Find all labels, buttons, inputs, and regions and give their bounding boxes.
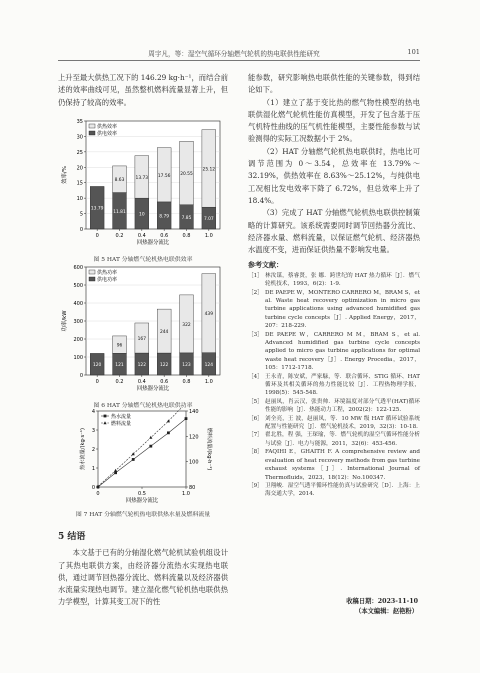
x-tick-label: 0.4 [137, 233, 146, 239]
article-footer [248, 597, 418, 617]
reference-item [248, 398, 420, 415]
y-tick-label: 300 [73, 319, 83, 325]
x-tick-label: 0 [95, 233, 99, 239]
conclusion-item-1: （1）建立了基于变比热的燃气物性模型的热电联供湿化燃气轮机性能仿真模型，开发了包含基于压气机特性曲线的压气机性能模型，主要性能参数与试验测得的实际工况数据小于 2%。 [248, 97, 420, 144]
data-label-electric: 8.79 [159, 214, 170, 220]
x-tick-label: 0 [95, 379, 99, 385]
figure-7-caption: 图 7 HAT 分轴燃气轮机热电联供热水量及燃料流量 [75, 512, 211, 518]
figure-6-chart [58, 263, 228, 398]
reference-text: 刘全亮，王 波，赵丽凤，等．10 MW 级 HAT 循环试验系统配置与性能研究［J］．燃气轮机技术，2019，32(3)：10-18. [265, 415, 420, 431]
reference-number: ［6］ [248, 415, 263, 422]
page-number: 101 [407, 48, 420, 56]
data-label-heating: 17.56 [157, 173, 171, 179]
data-label-electric: 123 [182, 362, 191, 368]
y-left-tick-label: 2 [91, 447, 95, 453]
section-title: 5 结语 [58, 532, 86, 542]
data-label-electric: 11.81 [113, 209, 126, 215]
data-label-heating: 167 [137, 337, 147, 343]
y-left-tick-label: 4 [91, 409, 95, 415]
reference-item [248, 289, 420, 331]
reference-number: ［8］ [248, 449, 263, 456]
legend-label-hot-water: 热水流量 [111, 414, 132, 420]
legend-swatch-electric [89, 131, 95, 135]
y-right-axis-label: 燃料流量/(kg·h⁻¹) [206, 427, 212, 471]
point-hot-water [185, 417, 188, 420]
reference-item [248, 373, 420, 398]
y-tick-label: 500 [73, 283, 83, 289]
data-label-heating: 13.73 [135, 175, 149, 181]
x-axis-label: 回热器分流比 [125, 498, 159, 504]
data-label-electric: 121 [115, 363, 124, 369]
y-left-tick-label: 1 [91, 466, 95, 472]
x-axis-label: 回热器分流比 [136, 240, 170, 246]
intro-paragraph: 上升至最大供热工况下的 146.29 kg·h⁻¹，而结合前述的效率曲线可见，虽然整机燃料流量显著上升，但仍保持了较高的效率。 [58, 73, 228, 107]
y-left-tick-label: 0 [91, 485, 95, 491]
x-tick-label: 0.5 [138, 491, 146, 497]
reference-number: ［3］ [248, 331, 263, 338]
point-hot-water [149, 445, 152, 448]
y-right-tick-label: 120 [189, 434, 199, 441]
y-right-tick-label: 80 [189, 485, 196, 491]
reference-text: 赵丽凤，肖云汉，张贵帅．环境温度对部分气透平(HAT)循环性能的影响［J］．热能动力工程，2002(2)：122-125. [265, 398, 420, 414]
legend-label-heating: 供热功率 [97, 270, 118, 276]
editor-note: （本文编辑：赵艳粉） [355, 608, 418, 615]
figure-6-caption: 图 6 HAT 分轴燃气轮机热电联供功率 [93, 403, 193, 409]
reference-text: 翟北胜，程 强，王琛瑜，等．燃气轮机的湿空气循环性能分析与试验［J］．电力与能源，2011，32(6)：453-456. [265, 432, 420, 447]
data-label-electric: 124 [204, 362, 214, 368]
legend-label-fuel: 燃料流量 [111, 421, 132, 427]
y-tick-label: 0 [79, 227, 83, 233]
legend-label-heating: 供热效率 [97, 124, 118, 130]
point-hot-water [114, 471, 117, 474]
conclusion-item-3: （3）完成了 HAT 分轴燃气轮机热电联供控制策略的计算研究。该系统需要同时调节回热器分流比、经济器水量、燃料流量，以保证燃气轮机、经济器热水温度不变，进而保证供热量不影响发电量。 [248, 208, 420, 255]
legend-label-electric: 供电功率 [97, 277, 118, 283]
reference-item [248, 272, 420, 289]
y-tick-label: 600 [73, 265, 83, 271]
figure-5-chart [58, 117, 228, 252]
y-axis-label: 功率/kW [62, 310, 68, 332]
data-label-heating: 244 [159, 330, 169, 336]
x-tick-label: 1.0 [182, 491, 190, 497]
reference-number: ［5］ [248, 398, 263, 405]
reference-text: DE PAEPE W，MONTERO CARRERO M，BRAM S，et al. Waste heat recovery optimization in micro gas turbine applications using advanced humidified gas turbine cycle concepts［J］. Applied Energy，2017，207：218-229. [265, 289, 420, 330]
data-label-heating: 439 [204, 312, 214, 318]
x-tick-label: 0.8 [182, 379, 191, 385]
y-tick-label: 200 [73, 337, 83, 343]
running-title: 周宇凡，等：湿空气循环分轴燃气轮机的热电联供性能研究 [148, 50, 320, 58]
legend-swatch-electric [89, 277, 95, 281]
y-tick-label: 25 [76, 149, 83, 156]
x-tick-label: 0.2 [115, 233, 124, 239]
figure-5-caption: 图 5 HAT 分轴燃气轮机热电联供效率 [93, 257, 193, 263]
data-label-electric: 10 [139, 212, 145, 218]
data-label-heating: 96 [116, 343, 123, 349]
y-left-tick-label: 3 [91, 428, 95, 434]
data-label-electric: 7.85 [181, 215, 192, 221]
legend-swatch-heating [89, 124, 95, 128]
reference-item [248, 415, 420, 432]
plot-area [86, 121, 220, 229]
figure-7-chart [58, 407, 228, 507]
left-column [58, 72, 228, 109]
x-tick-label: 0.6 [160, 233, 169, 239]
x-tick-label: 0.4 [137, 379, 146, 385]
data-label-heating: 25.12 [202, 167, 216, 173]
references-title: 参考文献： [248, 260, 283, 270]
y-tick-label: 0 [79, 373, 83, 379]
right-column [248, 72, 420, 499]
reference-item [248, 431, 420, 448]
figure-5 [58, 117, 228, 264]
y-right-tick-label: 140 [189, 409, 199, 415]
y-tick-label: 5 [79, 211, 83, 218]
received-date: 收稿日期：2023-11-10 [346, 598, 418, 605]
data-label-electric: 122 [137, 363, 147, 369]
reference-number: ［1］ [248, 272, 263, 279]
intro-text: 能参数，研究影响热电联供性能的关键参数，得到结论如下。 [248, 73, 420, 95]
y-axis-label: 效率/% [62, 166, 68, 184]
y-tick-label: 10 [76, 196, 83, 203]
legend-swatch-heating [89, 270, 95, 274]
reference-number: ［7］ [248, 432, 263, 439]
y-tick-label: 400 [73, 301, 83, 307]
reference-text: 王永青，陈安斌，严家騄，等．联合循环、STIG 循环、HAT 循环及其相关循环的热力性能比较［J］．工程热物理学报，1998(5)：545-548. [265, 373, 420, 397]
reference-list [248, 272, 420, 499]
y-left-axis-label: 热水流量/(kg·s⁻¹) [80, 427, 86, 471]
reference-number: ［9］ [248, 482, 263, 489]
data-label-electric: 120 [92, 363, 102, 369]
x-tick-label: 1.0 [204, 379, 213, 385]
data-label-heating: 20.55 [180, 172, 193, 178]
reference-number: ［2］ [248, 289, 263, 296]
point-hot-water [167, 431, 170, 434]
reference-item [248, 482, 420, 499]
header-rule [58, 60, 420, 61]
reference-text: 林汝谋，蔡睿贤，张 娜．跨世纪的 HAT 热力循环［J］．燃气轮机技术，1993，6(2)：1-9. [265, 272, 420, 288]
x-axis-label: 回热器分流比 [136, 386, 170, 392]
y-tick-label: 20 [76, 165, 83, 172]
y-right-tick-label: 100 [189, 459, 199, 466]
conclusion-paragraph: 本文基于已有的分轴湿化燃气轮机试验机组设计了其热电联供方案，由经济器分流热水实现热电联供，通过调节回热器分流比、燃料流量以及经济器供水流量实现热电调节。建立湿化燃气轮机热电联供热力学模型，计算其变工况下的性 [58, 548, 228, 607]
data-label-heating: 8.63 [114, 178, 125, 184]
x-tick-label: 0.6 [160, 379, 169, 385]
legend-label-electric: 供电效率 [97, 131, 118, 137]
figure-6 [58, 263, 228, 410]
reference-item [248, 448, 420, 482]
y-tick-label: 30 [76, 134, 83, 141]
reference-text: DE PAEPE W，CARRERO M M，BRAM S，et al. Advanced humidified gas turbine cycle concepts applied to micro gas turbine applications for optimal waste heat recovery［J］. Energy Procedia，2017，105：1712-1718. [265, 331, 420, 372]
reference-text: FAQIHI E，GHAITH F. A comprehensive review and evaluation of heat recovery methods from gas turbine exhaust systems［J］. International Journal of Thermofluids，2023，18(12)：No.100347. [265, 449, 420, 481]
x-tick-label: 1.0 [204, 233, 213, 239]
data-label-electric: 122 [159, 363, 169, 369]
x-tick-label: 0.8 [182, 233, 191, 239]
x-tick-label: 0 [96, 491, 100, 497]
data-label-electric: 7.07 [203, 217, 214, 223]
x-tick-label: 0.2 [115, 379, 124, 385]
legend-marker-hot-water [104, 415, 107, 418]
y-tick-label: 100 [73, 355, 83, 361]
y-tick-label: 35 [76, 119, 83, 125]
point-hot-water [132, 458, 135, 461]
y-tick-label: 15 [76, 180, 83, 187]
conclusion-item-2: （2）HAT 分轴燃气轮机热电联供时，热电比可调节范围为 0～3.54，总效率在 13.79%～32.19%，供热效率在 8.63%～25.12%，与纯供电工况相比发电效率下降了 6.72%，但总效率上升了 18.4%。 [248, 146, 420, 205]
figure-7 [58, 407, 228, 519]
conclusion-section [58, 531, 228, 609]
data-label-electric: 13.79 [90, 206, 104, 212]
data-label-heating: 322 [182, 322, 191, 328]
reference-number: ［4］ [248, 373, 263, 380]
reference-item [248, 331, 420, 373]
reference-text: 卫翔峻．湿空气透平循环性能仿真与试验研究［D］．上海：上海交通大学，2014. [265, 482, 420, 498]
